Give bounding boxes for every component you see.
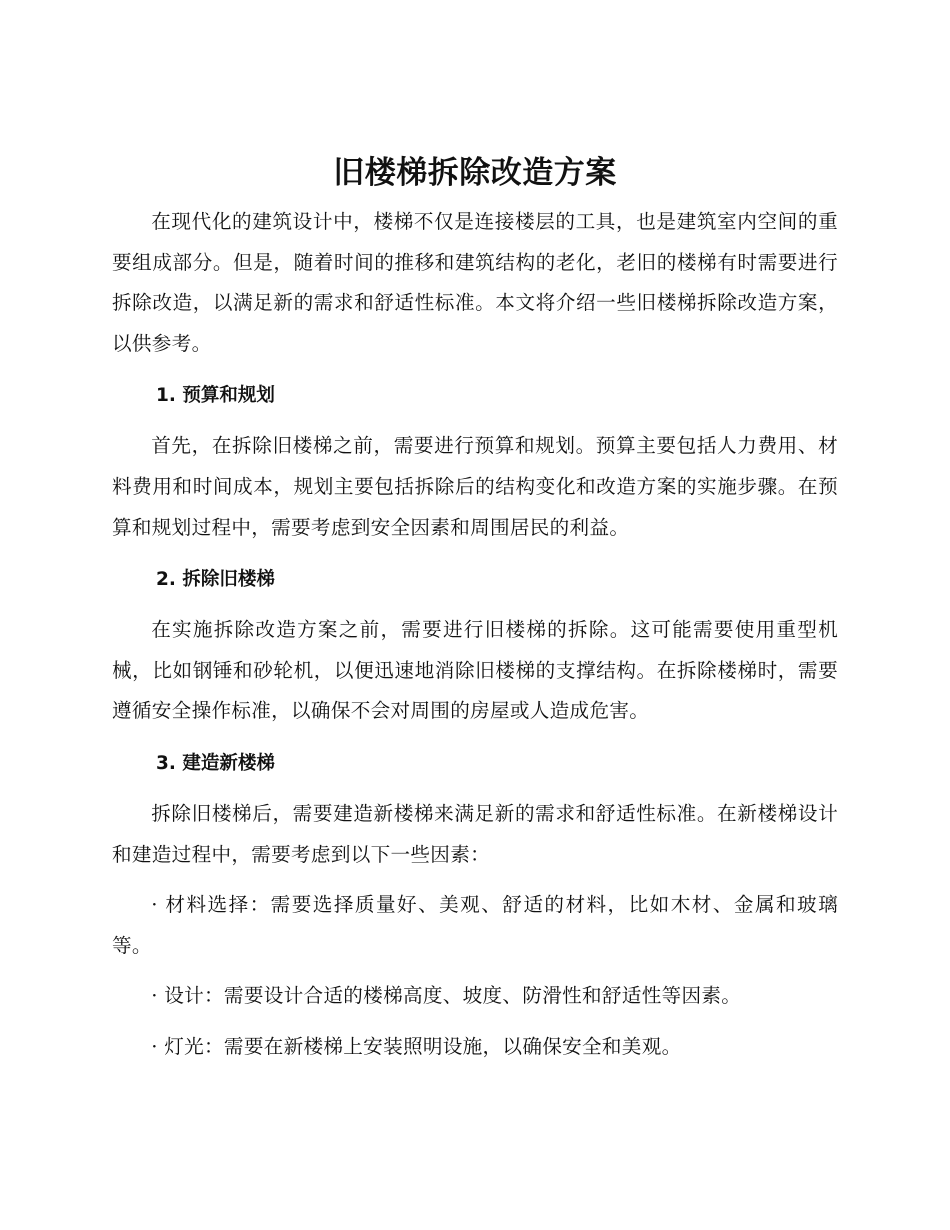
- section-budget-planning: [112, 376, 838, 548]
- section-paragraph: 拆除旧楼梯后，需要建造新楼梯来满足新的需求和舒适性标准。在新楼梯设计和建造过程中，需要考虑到以下一些因素：: [112, 801, 838, 866]
- bullet-list: [112, 885, 838, 1067]
- section-heading: 3. 建造新楼梯: [156, 752, 275, 774]
- section-build-new-stairs: [112, 744, 838, 875]
- section-demolish-stairs: [112, 560, 838, 732]
- document-page: [112, 150, 838, 1068]
- bullet-item-design: · 设计：需要设计合适的楼梯高度、坡度、防滑性和舒适性等因素。: [151, 984, 742, 1008]
- bullet-item-materials: · 材料选择：需要选择质量好、美观、舒适的材料，比如木材、金属和玻璃等。: [112, 893, 838, 957]
- document-title: 旧楼梯拆除改造方案: [333, 155, 617, 191]
- bullet-item-lighting: · 灯光：需要在新楼梯上安装照明设施，以确保安全和美观。: [151, 1034, 682, 1058]
- intro-paragraph: 在现代化的建筑设计中，楼梯不仅是连接楼层的工具，也是建筑室内空间的重要组成部分。但是，随着时间的推移和建筑结构的老化，老旧的楼梯有时需要进行拆除改造，以满足新的需求和舒适性标准。本文将介绍一些旧楼梯拆除改造方案，以供参考。: [112, 210, 838, 355]
- section-heading: 1. 预算和规划: [156, 385, 275, 407]
- section-paragraph: 在实施拆除改造方案之前，需要进行旧楼梯的拆除。这可能需要使用重型机械，比如钢锤和砂轮机，以便迅速地消除旧楼梯的支撑结构。在拆除楼梯时，需要遵循安全操作标准，以确保不会对周围的房屋或人造成危害。: [112, 618, 838, 723]
- section-heading: 2. 拆除旧楼梯: [156, 569, 275, 591]
- section-paragraph: 首先，在拆除旧楼梯之前，需要进行预算和规划。预算主要包括人力费用、材料费用和时间成本，规划主要包括拆除后的结构变化和改造方案的实施步骤。在预算和规划过程中，需要考虑到安全因素和周围居民的利益。: [112, 434, 838, 539]
